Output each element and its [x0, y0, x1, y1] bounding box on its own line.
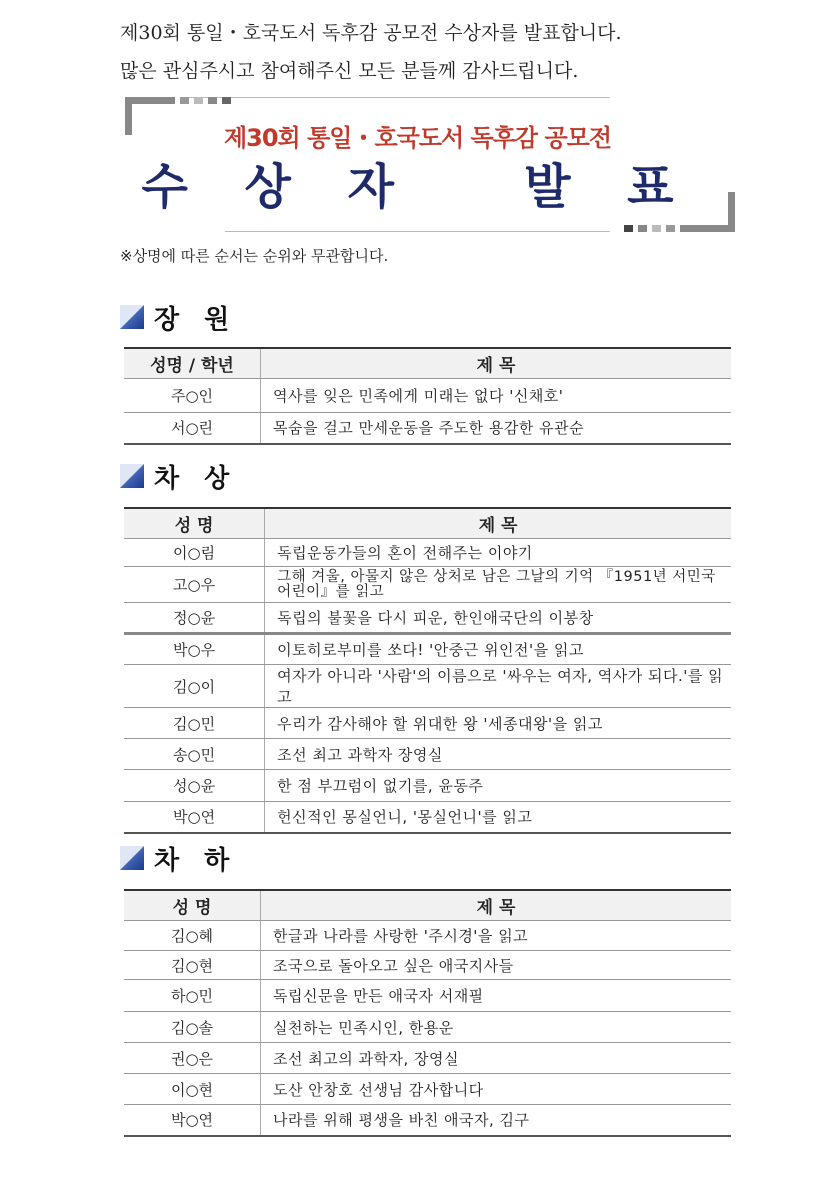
- essay-title: 조선 최고 과학자 장영실: [265, 739, 731, 770]
- essay-title: 우리가 감사해야 할 위대한 왕 '세종대왕'을 읽고: [265, 708, 731, 739]
- essay-title: 실천하는 민족시인, 한용운: [261, 1012, 732, 1043]
- intro-line-1: 제30회 통일・호국도서 독후감 공모전 수상자를 발표합니다.: [120, 22, 622, 44]
- table-row: [124, 413, 731, 444]
- winner-name: 고○우: [124, 567, 265, 603]
- table-row: [124, 379, 731, 413]
- essay-title: 한글과 나라를 사랑한 '주시경'을 읽고: [261, 921, 732, 951]
- section-title: 차 하: [154, 845, 238, 876]
- winner-name: 김○솔: [124, 1012, 261, 1043]
- essay-title: 이토히로부미를 쏘다! '안중근 위인전'을 읽고: [265, 634, 731, 665]
- table-header-row: [124, 508, 731, 539]
- section-header-third-prize: [120, 843, 238, 876]
- table-row: [124, 921, 731, 951]
- essay-title: 도산 안창호 선생님 감사합니다: [261, 1074, 732, 1105]
- winner-name: 이○현: [124, 1074, 261, 1105]
- banner-top-line: [180, 97, 610, 98]
- winner-name: 권○은: [124, 1043, 261, 1074]
- essay-title: 헌신적인 몽실언니, '몽실언니'를 읽고: [265, 802, 731, 833]
- awards-table-grand-prize: [124, 347, 731, 445]
- column-header-name: 성명 / 학년: [124, 348, 261, 379]
- winner-name: 정○윤: [124, 603, 265, 634]
- essay-title: 조국으로 돌아오고 싶은 애국지사들: [261, 951, 732, 980]
- section-title: 장 원: [154, 304, 238, 335]
- column-header-name: 성 명: [124, 508, 265, 539]
- table-row: [124, 539, 731, 567]
- column-header-title: 제 목: [261, 348, 732, 379]
- table-row: [124, 770, 731, 802]
- section-bullet-icon: [120, 846, 144, 870]
- banner-square: [652, 225, 661, 232]
- table-row: [124, 980, 731, 1012]
- banner-top-left-bracket-h: [125, 97, 175, 104]
- winner-name: 김○이: [124, 665, 265, 708]
- banner-square: [666, 225, 675, 232]
- banner-bottom-right-bracket-h: [680, 225, 735, 232]
- table-row: [124, 634, 731, 665]
- essay-title: 목숨을 걸고 만세운동을 주도한 용감한 유관순: [261, 413, 732, 444]
- column-header-name: 성 명: [124, 890, 261, 921]
- section-header-grand-prize: [120, 302, 238, 335]
- winner-name: 성○윤: [124, 770, 265, 802]
- essay-title: 여자가 아니라 '사람'의 이름으로 '싸우는 여자, 역사가 되다.'를 읽고: [265, 665, 731, 708]
- winner-name: 이○림: [124, 539, 265, 567]
- table-header-row: [124, 890, 731, 921]
- table-row: [124, 708, 731, 739]
- section-bullet-icon: [120, 464, 144, 488]
- banner-bottom-right-bracket-v: [728, 192, 735, 232]
- table-row: [124, 1012, 731, 1043]
- banner-square: [194, 97, 203, 104]
- banner-square: [624, 225, 633, 232]
- banner-square: [638, 225, 647, 232]
- essay-title: 나라를 위해 평생을 바친 애국자, 김구: [261, 1105, 732, 1136]
- banner-square: [208, 97, 217, 104]
- table-header-row: [124, 348, 731, 379]
- awards-table-third-prize: [124, 889, 731, 1137]
- essay-title: 한 점 부끄럼이 없기를, 윤동주: [265, 770, 731, 802]
- winner-name: 박○연: [124, 1105, 261, 1136]
- section-bullet-icon: [120, 305, 144, 329]
- order-note: ※상명에 따른 순서는 순위와 무관합니다.: [120, 247, 389, 265]
- section-title: 차 상: [154, 463, 238, 494]
- essay-title: 역사를 잊은 민족에게 미래는 없다 '신채호': [261, 379, 732, 413]
- section-header-second-prize: [120, 461, 238, 494]
- awards-table-second-prize: [124, 507, 731, 834]
- table-row: [124, 1043, 731, 1074]
- table-row: [124, 603, 731, 634]
- banner-bottom-line: [225, 231, 610, 232]
- banner-square: [222, 97, 231, 104]
- winner-name: 김○현: [124, 951, 261, 980]
- table-row: [124, 739, 731, 770]
- table-row: [124, 665, 731, 708]
- table-row: [124, 1105, 731, 1136]
- essay-title: 그해 겨울, 아물지 않은 상처로 남은 그날의 기억 『1951년 서민국 어린이』를 읽고: [265, 567, 731, 603]
- winner-name: 김○민: [124, 708, 265, 739]
- winner-name: 하○민: [124, 980, 261, 1012]
- essay-title: 독립의 불꽃을 다시 피운, 한인애국단의 이봉창: [265, 603, 731, 634]
- winner-name: 박○우: [124, 634, 265, 665]
- banner-square: [180, 97, 189, 104]
- table-row: [124, 951, 731, 980]
- essay-title: 독립신문을 만든 애국자 서재필: [261, 980, 732, 1012]
- winner-name: 김○혜: [124, 921, 261, 951]
- banner-subtitle: 제30회 통일・호국도서 독후감 공모전: [223, 124, 612, 152]
- column-header-title: 제 목: [261, 890, 732, 921]
- table-row: [124, 567, 731, 603]
- banner-title: 수 상 자 발 표: [141, 159, 694, 215]
- table-row: [124, 802, 731, 833]
- winner-name: 서○린: [124, 413, 261, 444]
- winner-name: 주○인: [124, 379, 261, 413]
- column-header-title: 제 목: [265, 508, 731, 539]
- winner-name: 송○민: [124, 739, 265, 770]
- table-row: [124, 1074, 731, 1105]
- essay-title: 조선 최고의 과학자, 장영실: [261, 1043, 732, 1074]
- intro-line-2: 많은 관심주시고 참여해주신 모든 분들께 감사드립니다.: [120, 60, 579, 82]
- essay-title: 독립운동가들의 혼이 전해주는 이야기: [265, 539, 731, 567]
- winner-name: 박○연: [124, 802, 265, 833]
